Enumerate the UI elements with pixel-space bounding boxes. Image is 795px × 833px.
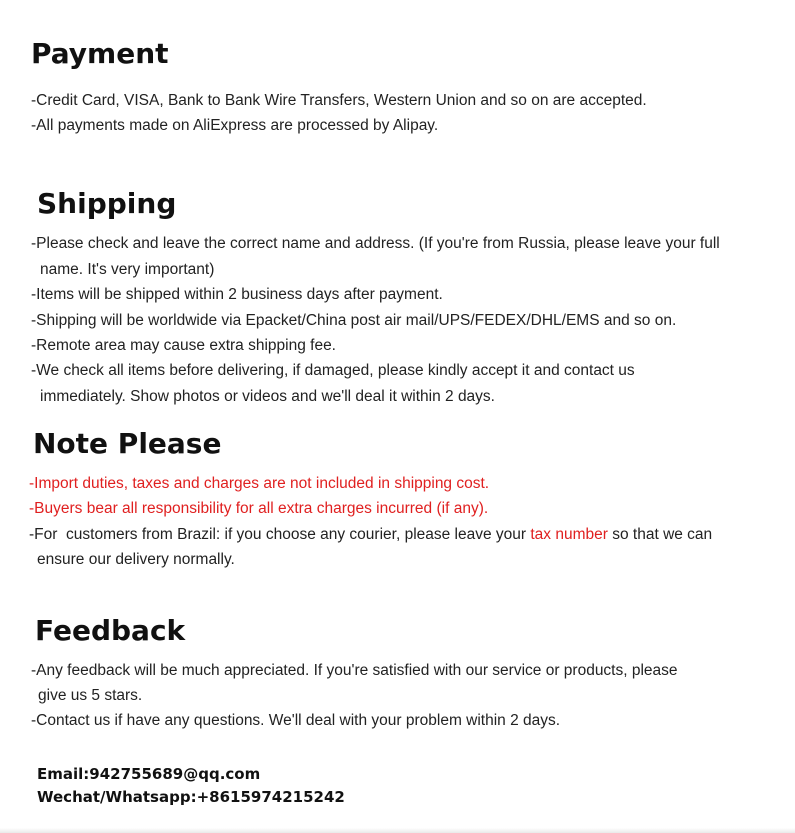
feedback-heading: Feedback — [35, 614, 186, 647]
shipping-heading: Shipping — [37, 187, 177, 220]
note-brazil-line-1 — [29, 527, 712, 543]
shipping-line-7: immediately. Show photos or videos and we'll deal it within 2 days. — [40, 388, 495, 405]
shipping-line-5: -Remote area may cause extra shipping fee. — [31, 337, 336, 354]
note-line-1: -Import duties, taxes and charges are not included in shipping cost. — [29, 475, 490, 492]
note-line-2: -Buyers bear all responsibility for all extra charges incurred (if any). — [29, 500, 489, 517]
contact-email: Email:942755689@qq.com — [37, 765, 261, 783]
payment-heading: Payment — [31, 37, 169, 70]
feedback-line-1: -Any feedback will be much appreciated. If you're satisfied with our service or products, please — [31, 662, 678, 679]
note-brazil-prefix: -For customers from Brazil: if you choose any courier, please leave your — [29, 526, 531, 543]
note-heading: Note Please — [33, 427, 222, 460]
tax-number-highlight: tax number — [530, 526, 608, 543]
shipping-line-4: -Shipping will be worldwide via Epacket/China post air mail/UPS/FEDEX/DHL/EMS and so on. — [31, 312, 677, 329]
note-brazil-line-2: ensure our delivery normally. — [37, 551, 235, 568]
note-brazil-suffix: so that we can — [607, 526, 713, 543]
shipping-line-3: -Items will be shipped within 2 business days after payment. — [31, 286, 443, 303]
shipping-line-2: name. It's very important) — [40, 261, 215, 278]
shipping-line-6: -We check all items before delivering, if damaged, please kindly accept it and contact us — [31, 362, 635, 379]
feedback-line-3: -Contact us if have any questions. We'll deal with your problem within 2 days. — [31, 712, 561, 729]
contact-wechat-whatsapp: Wechat/Whatsapp:+8615974215242 — [37, 788, 345, 806]
feedback-line-2: give us 5 stars. — [38, 687, 143, 704]
bottom-divider — [0, 828, 795, 833]
payment-line-1: -Credit Card, VISA, Bank to Bank Wire Transfers, Western Union and so on are accepted. — [31, 92, 647, 109]
payment-line-2: -All payments made on AliExpress are processed by Alipay. — [31, 117, 439, 134]
shipping-line-1: -Please check and leave the correct name and address. (If you're from Russia, please leave your full — [31, 235, 720, 252]
